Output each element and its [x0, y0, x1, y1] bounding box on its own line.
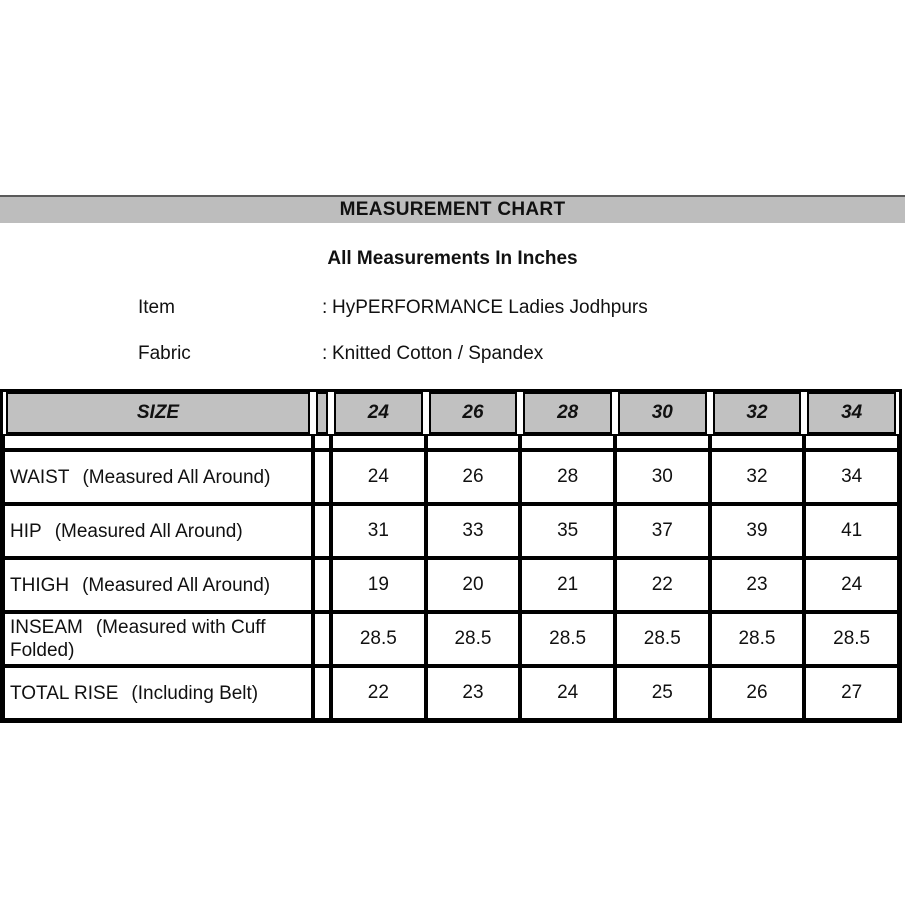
- row-label: [3, 612, 313, 666]
- spacer-cell: [520, 434, 615, 450]
- size-header-cell: SIZE: [3, 392, 313, 434]
- info-row-fabric: [0, 343, 905, 389]
- value-cell: 28.5: [426, 612, 521, 666]
- value-cell: 24: [520, 666, 615, 720]
- item-value: HyPERFORMANCE Ladies Jodhpurs: [332, 297, 648, 318]
- item-separator: :: [322, 297, 328, 318]
- value-cell: 22: [615, 558, 710, 612]
- value-cell: 19: [331, 558, 426, 612]
- measurement-name: WAIST: [10, 466, 70, 488]
- row-label: [3, 450, 313, 504]
- value-cell: 21: [520, 558, 615, 612]
- value-cell: 30: [615, 450, 710, 504]
- value-cell: 39: [710, 504, 805, 558]
- info-row-item: [0, 297, 905, 343]
- value-cell: 28.5: [804, 612, 899, 666]
- fabric-separator: :: [322, 343, 328, 364]
- spacer-cell: [426, 434, 521, 450]
- table-row-waist: [3, 450, 899, 504]
- size-col-header: 24: [331, 392, 426, 434]
- value-cell: 25: [615, 666, 710, 720]
- page-title: MEASUREMENT CHART: [339, 199, 566, 220]
- size-col-header: 34: [804, 392, 899, 434]
- value-cell: 28.5: [520, 612, 615, 666]
- gap-cell: [313, 504, 331, 558]
- measurement-note: (Measured All Around): [82, 466, 271, 488]
- value-cell: 28.5: [710, 612, 805, 666]
- value-cell: 20: [426, 558, 521, 612]
- row-label: [3, 666, 313, 720]
- value-cell: 24: [331, 450, 426, 504]
- spacer-cell: [3, 434, 313, 450]
- gap-cell: [313, 450, 331, 504]
- size-chart-table: [3, 392, 899, 720]
- value-cell: 28: [520, 450, 615, 504]
- size-header-row: [3, 392, 899, 434]
- spacer-cell: [804, 434, 899, 450]
- gap-cell: [313, 666, 331, 720]
- measurement-note: (Including Belt): [131, 682, 259, 704]
- size-col-header: 32: [710, 392, 805, 434]
- value-cell: 26: [426, 450, 521, 504]
- value-cell: 22: [331, 666, 426, 720]
- row-label: [3, 504, 313, 558]
- size-col-header: 26: [426, 392, 521, 434]
- value-cell: 32: [710, 450, 805, 504]
- spacer-cell: [313, 434, 331, 450]
- gap-cell: [313, 612, 331, 666]
- value-cell: 37: [615, 504, 710, 558]
- spacer-cell: [710, 434, 805, 450]
- table-row-inseam: [3, 612, 899, 666]
- value-cell: 33: [426, 504, 521, 558]
- table-row-total-rise: [3, 666, 899, 720]
- subtitle: All Measurements In Inches: [327, 248, 578, 269]
- spacer-header-cell: [313, 392, 331, 434]
- spacer-cell: [331, 434, 426, 450]
- value-cell: 27: [804, 666, 899, 720]
- measurement-note: (Measured All Around): [82, 574, 271, 596]
- title-bar: [0, 195, 905, 223]
- size-col-header: 30: [615, 392, 710, 434]
- measurement-note: (Measured with Cuff Folded): [10, 617, 266, 661]
- value-cell: 23: [710, 558, 805, 612]
- fabric-label: Fabric: [138, 343, 191, 364]
- measurement-name: INSEAM: [10, 617, 83, 638]
- table-row-thigh: [3, 558, 899, 612]
- row-label: [3, 558, 313, 612]
- value-cell: 28.5: [331, 612, 426, 666]
- table-row-hip: [3, 504, 899, 558]
- measurement-name: THIGH: [10, 574, 70, 596]
- gap-cell: [313, 558, 331, 612]
- value-cell: 23: [426, 666, 521, 720]
- value-cell: 28.5: [615, 612, 710, 666]
- info-block: [0, 297, 905, 389]
- value-cell: 31: [331, 504, 426, 558]
- value-cell: 34: [804, 450, 899, 504]
- value-cell: 24: [804, 558, 899, 612]
- measurement-name: TOTAL RISE: [10, 682, 119, 704]
- value-cell: 41: [804, 504, 899, 558]
- size-chart-wrapper: [0, 389, 902, 723]
- spacer-cell: [615, 434, 710, 450]
- value-cell: 26: [710, 666, 805, 720]
- value-cell: 35: [520, 504, 615, 558]
- item-label: Item: [138, 297, 175, 318]
- size-col-header: 28: [520, 392, 615, 434]
- spacer-row: [3, 434, 899, 450]
- measurement-name: HIP: [10, 520, 42, 542]
- measurement-note: (Measured All Around): [54, 520, 243, 542]
- fabric-value: Knitted Cotton / Spandex: [332, 343, 544, 364]
